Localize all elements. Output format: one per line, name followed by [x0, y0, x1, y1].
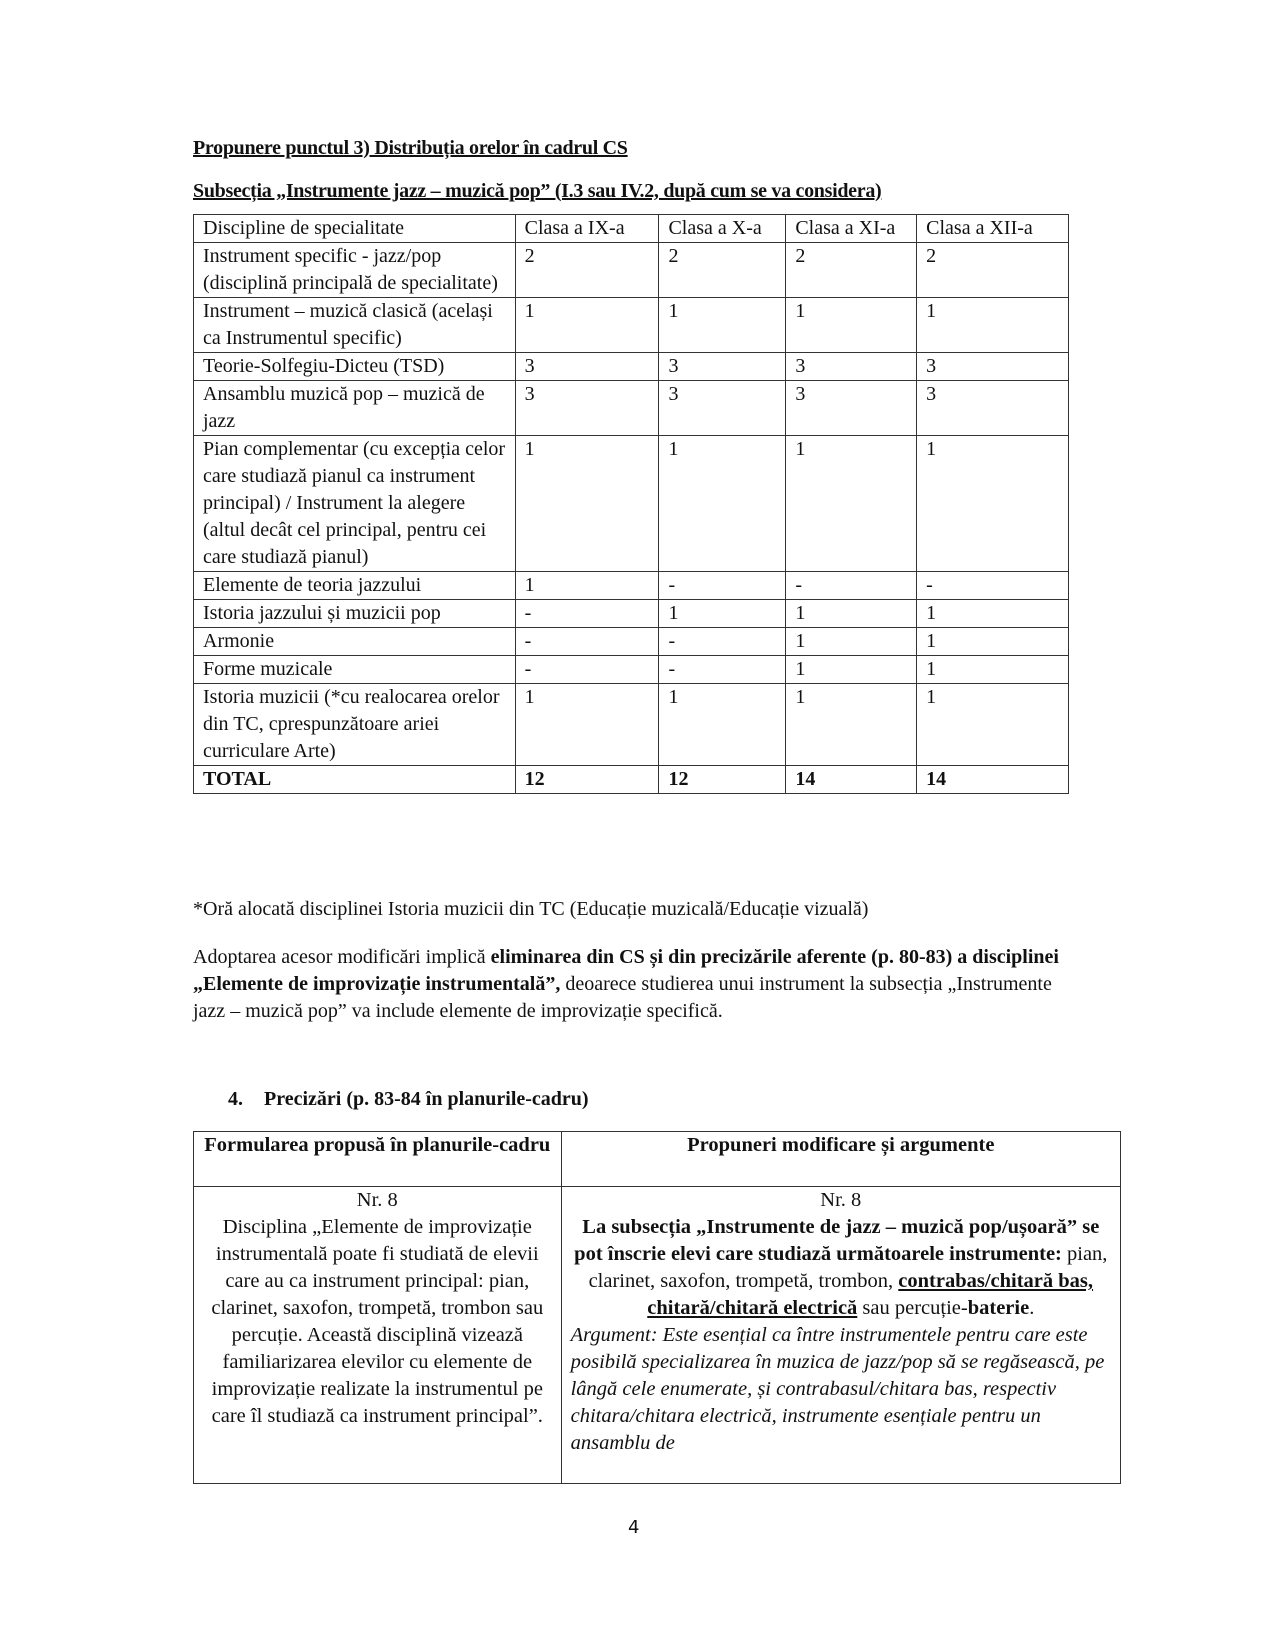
hours-cell: 1 [917, 656, 1069, 684]
total-label: TOTAL [194, 766, 516, 794]
total-cell: 12 [659, 766, 786, 794]
hours-cell: - [659, 628, 786, 656]
argument-text: Argument: Este esențial ca între instrumentele pentru care este posibilă specializarea în muzica de jazz/pop să se regăsească, pe lângă cele enumerate, și contrabasul/chitara bas, respectiv chitara/chitara electrică, instrumente esențiale pentru un ansamblu de [570, 1324, 1105, 1454]
proposed-wording-cell [194, 1187, 562, 1484]
hours-cell: 1 [917, 298, 1069, 353]
table-header-row [194, 1132, 1121, 1187]
hours-cell: 3 [917, 381, 1069, 436]
hours-cell: 1 [659, 436, 786, 572]
precizari-table [193, 1131, 1121, 1484]
header-proposed-wording: Formularea propusă în planurile-cadru [194, 1132, 562, 1187]
paragraph-text: Adoptarea acesor modificări implică [193, 946, 491, 968]
hours-cell: 1 [659, 298, 786, 353]
proposal-plain-2: sau percuție- [857, 1297, 968, 1319]
hours-cell: 1 [786, 628, 917, 656]
hours-cell: 1 [917, 600, 1069, 628]
right-nr: Nr. 8 [820, 1189, 862, 1211]
section4-number: 4. [228, 1088, 243, 1110]
header-discipline: Discipline de specialitate [194, 215, 516, 243]
page-number: 4 [628, 1517, 640, 1538]
hours-cell: - [515, 600, 659, 628]
discipline-cell: Istoria muzicii (*cu realocarea orelor din TC, cprespunzătoare ariei curriculare Arte) [194, 684, 516, 766]
left-text: Disciplina „Elemente de improvizație instrumentală poate fi studiată de elevii care au ca instrument principal: pian, clarinet, saxofon, trompetă, trombon sau percuție. Această disciplină vizează familiarizarea elevilor cu elemente de improvizație realizate la instrumentul pe care îl studiază ca instrument principal”. [211, 1216, 544, 1427]
paragraph-text-end: deoarece studierea unui instrument la subsecția „Instrumente jazz – muzică pop” va include elemente de improvizație specifică. [193, 973, 1052, 1022]
hours-cell: 3 [786, 353, 917, 381]
proposal-underlined: contrabas/chitară bas, chitară/chitară electrică [647, 1270, 1094, 1319]
table-row [194, 243, 1069, 298]
table-row [194, 600, 1069, 628]
table-header-row [194, 215, 1069, 243]
hours-cell: 2 [515, 243, 659, 298]
header-class-xi: Clasa a XI-a [786, 215, 917, 243]
hours-cell: 1 [917, 628, 1069, 656]
hours-cell: - [917, 572, 1069, 600]
discipline-cell: Ansamblu muzică pop – muzică de jazz [194, 381, 516, 436]
total-cell: 14 [917, 766, 1069, 794]
header-class-ix: Clasa a IX-a [515, 215, 659, 243]
discipline-cell: Armonie [194, 628, 516, 656]
section4-title: Precizări (p. 83-84 în planurile-cadru) [264, 1088, 589, 1110]
left-nr: Nr. 8 [356, 1189, 398, 1211]
table-row [194, 656, 1069, 684]
total-row [194, 766, 1069, 794]
hours-cell: 1 [659, 684, 786, 766]
hours-cell: 1 [659, 600, 786, 628]
paragraph-bold-text: eliminarea din CS și din precizările aferente (p. 80-83) a disciplinei „Elemente de improvizație instrumentală”, [193, 946, 1059, 995]
hours-cell: 2 [786, 243, 917, 298]
table-row [194, 436, 1069, 572]
hours-cell: 3 [515, 381, 659, 436]
hours-cell: 1 [786, 600, 917, 628]
hours-cell: - [786, 572, 917, 600]
explanatory-paragraph [193, 944, 1073, 1025]
proposal-period: . [1029, 1297, 1035, 1319]
hours-cell: 1 [515, 298, 659, 353]
table-row [194, 572, 1069, 600]
hours-cell: - [515, 628, 659, 656]
hours-cell: 1 [917, 684, 1069, 766]
hours-cell: 3 [659, 381, 786, 436]
discipline-cell: Istoria jazzului și muzicii pop [194, 600, 516, 628]
proposal-bold-end: baterie [967, 1297, 1030, 1319]
hours-cell: 1 [515, 572, 659, 600]
hours-cell: 1 [917, 436, 1069, 572]
table-row [194, 1187, 1121, 1484]
discipline-cell: Pian complementar (cu excepția celor care studiază pianul ca instrument principal) / Instrument la alegere (altul decât cel principal, pentru cei care studiază pianul) [194, 436, 516, 572]
subsection-title: Subsecția „Instrumente jazz – muzică pop” (I.3 sau IV.2, după cum se va considera) [193, 180, 882, 202]
section3-heading: Propunere punctul 3) Distribuția orelor în cadrul CS [193, 137, 628, 159]
hours-cell: 1 [515, 684, 659, 766]
total-cell: 14 [786, 766, 917, 794]
hours-cell: 1 [786, 298, 917, 353]
hours-cell: 1 [786, 656, 917, 684]
table-row [194, 628, 1069, 656]
modifications-cell [561, 1187, 1120, 1484]
hours-cell: 1 [515, 436, 659, 572]
header-modifications: Propuneri modificare și argumente [561, 1132, 1120, 1187]
discipline-cell: Instrument specific - jazz/pop (disciplină principală de specialitate) [194, 243, 516, 298]
proposal-bold-intro: La subsecția „Instrumente de jazz – muzică pop/ușoară” se pot înscrie elevi care studiază următoarele instrumente: [574, 1216, 1100, 1265]
hours-cell: 2 [917, 243, 1069, 298]
discipline-cell: Teorie-Solfegiu-Dicteu (TSD) [194, 353, 516, 381]
table-row [194, 298, 1069, 353]
discipline-cell: Elemente de teoria jazzului [194, 572, 516, 600]
discipline-cell: Instrument – muzică clasică (același ca Instrumentul specific) [194, 298, 516, 353]
total-cell: 12 [515, 766, 659, 794]
table-row [194, 684, 1069, 766]
hours-distribution-table [193, 214, 1069, 794]
hours-cell: 1 [786, 436, 917, 572]
hours-cell: 3 [786, 381, 917, 436]
hours-cell: - [659, 656, 786, 684]
hours-cell: 1 [786, 684, 917, 766]
hours-cell: 2 [659, 243, 786, 298]
right-proposal [571, 1214, 1111, 1322]
hours-cell: - [515, 656, 659, 684]
table-row [194, 353, 1069, 381]
hours-cell: 3 [659, 353, 786, 381]
proposal-plain-1: pian, clarinet, saxofon, trompetă, trombon, [588, 1243, 1108, 1292]
hours-cell: - [659, 572, 786, 600]
header-class-xii: Clasa a XII-a [917, 215, 1069, 243]
footnote: *Oră alocată disciplinei Istoria muzicii din TC (Educație muzicală/Educație vizuală) [193, 898, 869, 920]
section4-heading [228, 1088, 589, 1111]
hours-cell: 3 [917, 353, 1069, 381]
header-class-x: Clasa a X-a [659, 215, 786, 243]
discipline-cell: Forme muzicale [194, 656, 516, 684]
hours-cell: 3 [515, 353, 659, 381]
table-row [194, 381, 1069, 436]
